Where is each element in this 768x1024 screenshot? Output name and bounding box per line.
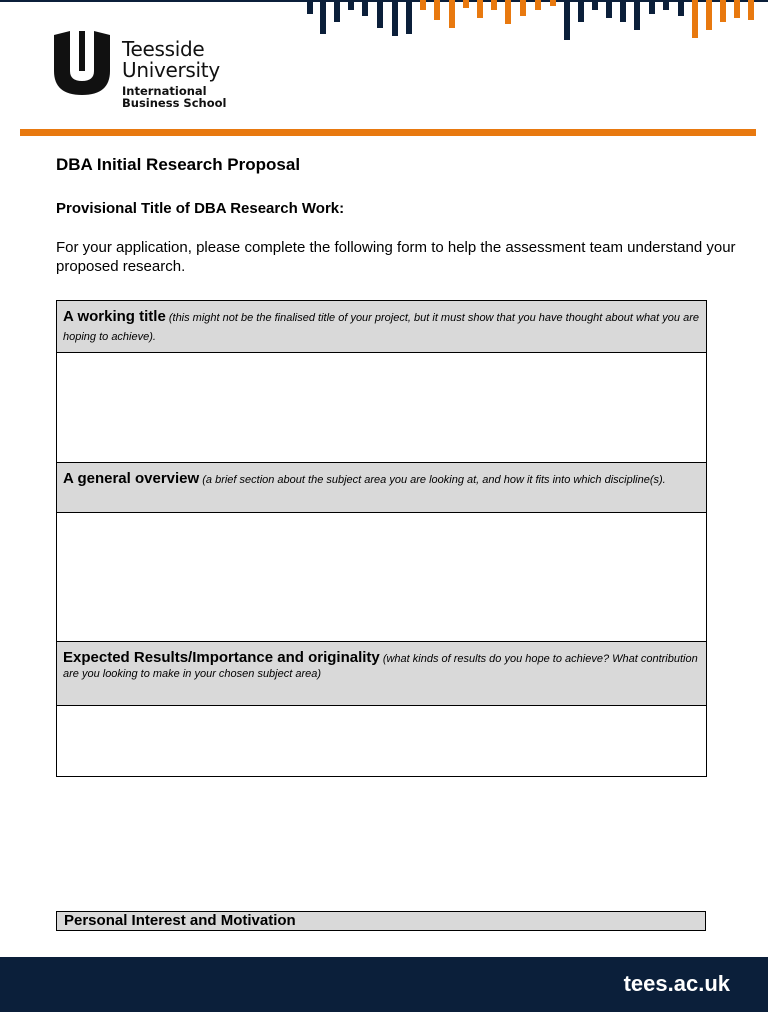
decorative-bar: [734, 0, 740, 18]
decorative-bar: [406, 0, 412, 34]
decorative-bar: [434, 0, 440, 20]
decorative-bar: [377, 0, 383, 28]
university-logo-text: [122, 39, 226, 109]
decorative-bar: [692, 0, 698, 38]
decorative-bar: [706, 0, 712, 30]
decorative-bar: [307, 0, 313, 14]
expected-results-header: [57, 642, 706, 706]
university-logo-mark-icon: [52, 31, 112, 95]
decorative-bar: [491, 0, 497, 10]
general-overview-field[interactable]: [57, 513, 706, 642]
decorative-bar: [392, 0, 398, 36]
logo-line-university: University: [122, 58, 220, 82]
decorative-bar: [578, 0, 584, 22]
decorative-bar: [449, 0, 455, 28]
personal-interest-header: Personal Interest and Motivation: [56, 911, 706, 931]
working-title-field[interactable]: [57, 353, 706, 463]
provisional-title-label: Provisional Title of DBA Research Work:: [56, 200, 345, 217]
working-title-header: [57, 301, 706, 353]
decorative-bar: [663, 0, 669, 10]
logo-line-international: International: [122, 84, 207, 98]
decorative-bar: [678, 0, 684, 16]
expected-results-label: Expected Results/Importance and originality: [63, 649, 380, 666]
decorative-bar: [720, 0, 726, 22]
general-overview-header: [57, 463, 706, 513]
proposal-form-table: [56, 300, 707, 777]
working-title-label: A working title: [63, 308, 166, 325]
decorative-bar: [348, 0, 354, 10]
decorative-bar: [634, 0, 640, 30]
expected-results-note: (what kinds of results do you hope to achieve? What contribution are you looking to make in your chosen subject area): [63, 653, 698, 680]
decorative-bar: [620, 0, 626, 22]
decorative-bar: [649, 0, 655, 14]
general-overview-label: A general overview: [63, 470, 200, 487]
university-logo: [52, 31, 252, 111]
decorative-bar: [362, 0, 368, 16]
general-overview-note: (a brief section about the subject area you are looking at, and how it fits into which discipline(s).: [202, 474, 666, 486]
decorative-bar: [320, 0, 326, 34]
decorative-bar: [334, 0, 340, 22]
decorative-bar: [463, 0, 469, 8]
logo-line-business-school: Business School: [122, 96, 227, 110]
decorative-bar: [550, 0, 556, 6]
decorative-bar: [505, 0, 511, 24]
decorative-bar: [748, 0, 754, 20]
intro-paragraph: For your application, please complete the following form to help the assessment team understand your proposed research.: [56, 239, 736, 275]
footer-banner: [0, 957, 768, 1012]
decorative-bar: [592, 0, 598, 10]
expected-results-field[interactable]: [57, 706, 706, 776]
decorative-bar: [420, 0, 426, 10]
decorative-bar: [535, 0, 541, 10]
orange-divider: [20, 129, 756, 136]
working-title-note: (this might not be the finalised title of your project, but it must show that you have thought about what you are hoping to achieve).: [63, 312, 699, 343]
decorative-bar: [520, 0, 526, 16]
decorative-bar: [477, 0, 483, 18]
footer-url[interactable]: tees.ac.uk: [623, 971, 730, 996]
decorative-bar: [606, 0, 612, 18]
logo-line-teesside: Teesside: [122, 37, 205, 61]
decorative-bar: [564, 0, 570, 40]
document-title: DBA Initial Research Proposal: [56, 155, 301, 174]
